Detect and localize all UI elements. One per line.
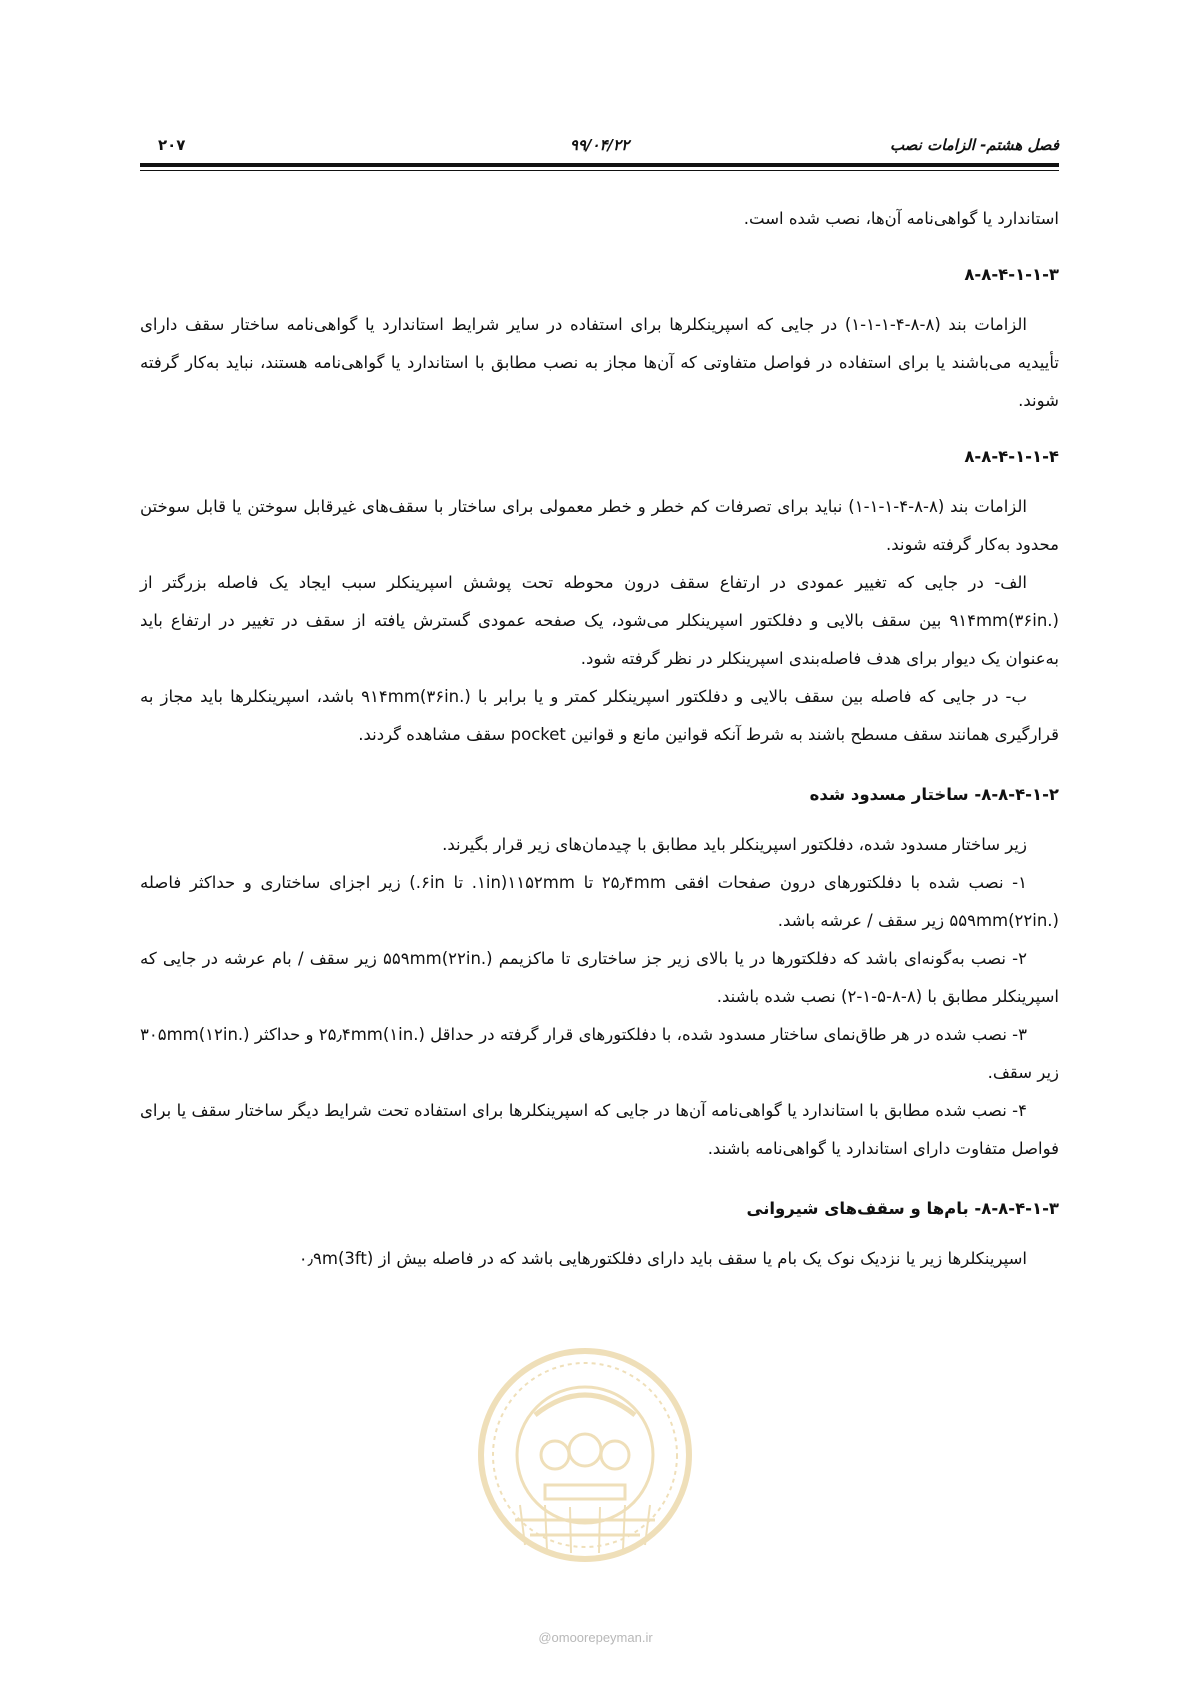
header-date: ۹۹/۰۴/۲۲	[569, 136, 630, 154]
page-number: ۲۰۷	[158, 136, 186, 154]
section-heading: ۸-۸-۴-۱-۲- ساختار مسدود شده	[809, 785, 1059, 804]
paragraph: ب- در جایی که فاصله بین سقف بالایی و دفلکتور اسپرینکلر کمتر و یا برابر با ۹۱۴mm(۳۶in.) باشد، اسپرینکلرها باید مجاز به قرارگیری همانند سقف مسطح باشند به شرط آنکه قوانین مانع و قوانین pocket سقف مشاهده گردند.	[140, 687, 1059, 744]
list-item: ۱- نصب شده با دفلکتورهای درون صفحات افقی ۲۵٫۴mm تا ۱۱۵۲mm(۱in. تا ۶in.) زیر اجزای ساختاری و حداکثر فاصله ۵۵۹mm(۲۲in.) زیر سقف / عرشه باشد.	[140, 873, 1059, 930]
paragraph: زیر ساختار مسدود شده، دفلکتور اسپرینکلر باید مطابق با چیدمان‌های زیر قرار بگیرند.	[442, 835, 1027, 854]
paragraph: الف- در جایی که تغییر عمودی در ارتفاع سقف درون محوطه تحت پوشش اسپرینکلر سبب ایجاد یک فاصله بزرگتر از ۹۱۴mm(۳۶in.) بین سقف بالایی و دفلکتور اسپرینکلر می‌شود، یک صفحه عمودی گسترش یافته از سقف در تغییر در ارتفاع باید به‌عنوان یک دیوار برای هدف فاصله‌بندی اسپرینکلر در نظر گرفته شود.	[140, 573, 1059, 668]
header-rule-thin	[140, 170, 1059, 171]
list-item: ۴- نصب شده مطابق با استاندارد یا گواهی‌نامه آن‌ها در جایی که اسپرینکلرها برای استفاده تحت شرایط دیگر ساختار سقف یا برای فواصل متفاوت دارای استاندارد یا گواهی‌نامه باشند.	[140, 1101, 1059, 1158]
section-heading: ۸-۸-۴-۱-۱-۴	[964, 447, 1059, 466]
list-item: ۳- نصب شده در هر طاق‌نمای ساختار مسدود شده، با دفلکتورهای قرار گرفته در حداقل ۲۵٫۴mm(۱in.) و حداکثر ۳۰۵mm(۱۲in.) زیر سقف.	[140, 1025, 1059, 1082]
section-heading: ۸-۸-۴-۱-۳- بام‌ها و سقف‌های شیروانی	[746, 1199, 1059, 1218]
chapter-title: فصل هشتم- الزامات نصب	[889, 136, 1059, 154]
paragraph: استاندارد یا گواهی‌نامه آن‌ها، نصب شده است.	[743, 209, 1059, 228]
paragraph: الزامات بند (۸-۸-۴-۱-۱-۱) در جایی که اسپرینکلرها برای استفاده در سایر شرایط استاندارد یا گواهی‌نامه ساختار سقف دارای تأییدیه می‌باشند یا برای استفاده در فواصل متفاوتی که آن‌ها مجاز به نصب مطابق با استاندارد یا گواهی‌نامه هستند، نباید به‌کار گرفته شوند.	[140, 315, 1059, 410]
header-rule-thick	[140, 163, 1059, 167]
paragraph: الزامات بند (۸-۸-۴-۱-۱-۱) نباید برای تصرفات کم خطر و خطر معمولی برای ساختار با سقف‌های غیرقابل سوختن یا قابل سوختن محدود به‌کار گرفته شوند.	[140, 497, 1059, 554]
seal-logo-icon	[475, 1345, 695, 1565]
list-item: ۲- نصب به‌گونه‌ای باشد که دفلکتورها در یا بالای زیر جز ساختاری تا ماکزیمم ۵۵۹mm(۲۲in.) زیر سقف / بام عرشه در جایی که اسپرینکلر مطابق با (۸-۸-۵-۱-۲) نصب شده باشند.	[140, 949, 1059, 1006]
footer-website: @omoorepeyman.ir	[538, 1630, 653, 1645]
page-content	[140, 200, 1059, 1278]
section-heading: ۸-۸-۴-۱-۱-۳	[964, 265, 1059, 284]
page-header	[140, 132, 1059, 160]
paragraph: اسپرینکلرها زیر یا نزدیک نوک یک بام یا سقف باید دارای دفلکتورهایی باشد که در فاصله بیش از ۰٫۹m(3ft)	[298, 1249, 1027, 1268]
